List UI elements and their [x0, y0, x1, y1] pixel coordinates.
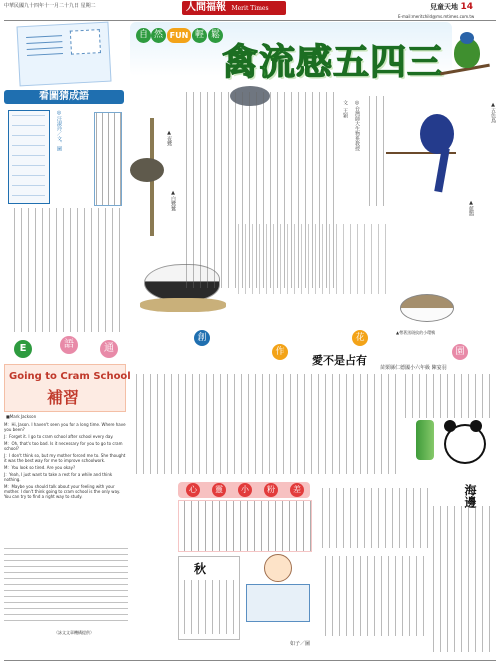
feature-bylines	[340, 100, 366, 160]
heart-char-4: 差	[290, 483, 304, 497]
feature-badge	[136, 28, 224, 46]
caption-heron: ▲夜鷺	[166, 130, 172, 146]
bird-wuse-illustration	[440, 30, 490, 96]
feature-byline-0: ◎台灣師大生物系教授	[354, 100, 360, 151]
bluemagpie-tail-icon	[434, 148, 450, 193]
reader-illustration	[238, 548, 316, 640]
section-label: 兒童天地	[430, 3, 458, 11]
badge-char-3: 輕	[192, 28, 207, 43]
dialogue-line-1: J：Forget it. I go to cram school after school every day.	[4, 434, 114, 439]
heart-body-text	[178, 500, 312, 552]
heart-char-0: 心	[186, 483, 200, 497]
creation-title: 愛不是占有	[312, 354, 367, 367]
english-byline: ■Mark Jackson	[6, 414, 37, 419]
idiom-header	[4, 90, 124, 104]
autumn-body-text	[182, 580, 234, 634]
creation-char-1: 作	[272, 344, 288, 360]
creation-author: 苗栗縣仁德國小六年級 陳宴羽	[380, 365, 447, 371]
reader-head-icon	[264, 554, 292, 582]
idiom-puzzle-grid	[12, 115, 45, 197]
bird-bluemagpie-illustration	[386, 112, 466, 192]
autumn-body-text-right	[320, 556, 424, 636]
bird-plover-illustration	[390, 286, 462, 326]
badge-char-0: 自	[136, 28, 151, 43]
idiom-author: ◎汪淑玲／文、圖	[56, 110, 62, 151]
english-title-zh: 補習	[47, 388, 80, 407]
english-header	[4, 336, 124, 364]
heart-char-1: 靈	[212, 483, 226, 497]
panda-illustration	[414, 420, 486, 464]
masthead-subtitle: Merit Times	[231, 5, 269, 12]
english-title-box	[4, 364, 131, 412]
dialogue-line-6: M：Maybe you should talk about your feeling with your mother. I don't think going to cram school is the only way. You can try to find a right way to study.	[4, 484, 121, 499]
caption-wuse: ▲五色鳥	[490, 102, 496, 123]
wuse-head-icon	[460, 32, 474, 44]
creation-char-2: 花	[352, 330, 368, 346]
english-header-char-1: 語	[60, 336, 78, 354]
creation-char-3: 園	[452, 344, 468, 360]
heart-char-3: 粉	[264, 483, 278, 497]
feature-byline-1: 文 王穎	[342, 100, 348, 119]
idiom-puzzle-box	[8, 110, 50, 204]
email-line: E-mail:meritchild@ms.mtimes.com.tw	[398, 14, 475, 19]
masthead-logo	[182, 1, 286, 15]
creation-body-text	[136, 374, 396, 474]
caption-plover: ▲帶著黑斑紋的小環鴨	[396, 330, 436, 335]
heart-poem-text	[430, 506, 490, 652]
panda-ear-icon	[444, 420, 456, 432]
bottom-rule	[4, 660, 496, 661]
heart-poem-title: 海邊	[463, 484, 477, 508]
feature-body-text-right	[368, 96, 384, 206]
eider-rock-icon	[140, 298, 226, 312]
caption-egret: ▲白鷺鷥	[170, 190, 176, 211]
creation-body-text-right	[400, 374, 490, 418]
english-header-char-2: 通	[100, 340, 118, 358]
dialogue-line-0: M：Hi, Jason. I haven't seen you for a long time. Where have you been?	[4, 422, 126, 432]
autumn-title: 秋	[194, 562, 207, 576]
english-header-char-0: E	[14, 340, 32, 358]
creation-char-0: 創	[194, 330, 210, 346]
date-line: 中華民國九十四年十一月二十九日 星期二	[4, 3, 96, 9]
english-translation	[4, 548, 128, 626]
egret-body-icon	[130, 158, 164, 182]
feature-body-text-lower	[236, 224, 386, 294]
idiom-clues	[8, 208, 120, 332]
bird-egret-illustration	[130, 118, 176, 238]
badge-char-4: 鬆	[208, 28, 223, 43]
bamboo-icon	[416, 420, 434, 460]
envelope-lines-icon	[26, 35, 62, 38]
idiom-answer-box	[94, 112, 122, 206]
english-translation-footer: （詠文文章機構提供）	[54, 630, 94, 635]
dialogue-line-2: M：Oh, that's too bad. Is it necessary for you to go to cram school?	[4, 441, 123, 451]
top-rule	[4, 20, 496, 21]
badge-char-1: 然	[151, 28, 166, 43]
caption-bluemagpie: ▲藍鵲	[468, 200, 474, 216]
dialogue-line-4: M：You look so tired. Are you okay?	[4, 465, 76, 470]
page-number: 14	[460, 2, 473, 12]
stamp-icon	[70, 29, 101, 55]
idiom-panel	[4, 22, 124, 334]
heart-char-2: 小	[238, 483, 252, 497]
envelope-illustration	[16, 22, 111, 87]
autumn-illustrator: 如子／圖	[290, 641, 311, 647]
section-title	[430, 2, 473, 12]
masthead-title: 人間福報	[186, 2, 226, 13]
badge-char-2: FUN	[167, 28, 191, 43]
english-dialogue	[4, 422, 128, 542]
english-title: Going to Cram School	[9, 371, 131, 382]
book-icon	[246, 584, 310, 622]
heart-body-text-right	[318, 488, 428, 548]
feature-title: 禽流感五四三	[222, 41, 445, 83]
dialogue-line-3: J：I don't think so, but my mother forced me to. She thought it was the best way for me to improve schoolwork.	[4, 453, 126, 463]
plover-body-icon	[400, 294, 454, 322]
dialogue-line-5: J：Yeah, I just want to take a rest for a while and think nothing.	[4, 472, 113, 482]
heart-header	[178, 482, 310, 498]
idiom-header-text: 看圖猜成語	[39, 91, 89, 102]
